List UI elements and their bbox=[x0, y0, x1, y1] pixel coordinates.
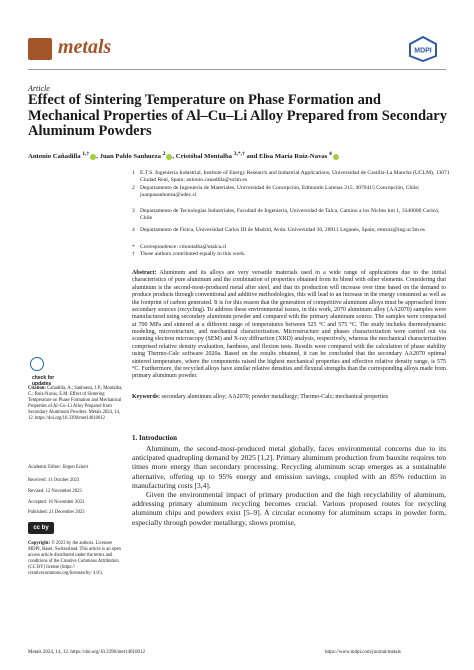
author-name[interactable]: Elisa María Ruiz-Navas $^4$ bbox=[259, 151, 332, 161]
author-affiliation-marker: 3,*,† bbox=[233, 151, 245, 157]
author-affiliation-marker: 2 bbox=[162, 151, 166, 157]
article-type: Article bbox=[28, 84, 50, 93]
revised-date: Revised: 12 November 2023 bbox=[28, 489, 82, 494]
cc-license-icon[interactable]: cc by bbox=[28, 522, 54, 534]
author-name[interactable]: Antonio Cañadilla $^{1,\dagger}$ bbox=[28, 151, 90, 161]
header-divider bbox=[28, 69, 446, 70]
author-separator: and bbox=[244, 153, 259, 161]
article-title: Effect of Sintering Temperature on Phase Formation and Mechanical Properties of Al–Cu–Li Alloy Prepared from Secondary Aluminum Powders bbox=[28, 92, 447, 139]
footer-citation[interactable]: Metals 2024, 14, 12. https://doi.org/10.3390/met14010012 bbox=[28, 650, 145, 655]
intro-paragraph-1: Aluminum, the second-most-produced metal globally, faces environmental concerns due to its anticipated quadrupling demand by 2025 [1,2]. Primary aluminum production from bauxite requires ten times more energy than secondary processing. Recycling aluminum scrap emerges as a sustainable alternative, offering up to 95% energy and emission savings, coupled with an 85% reduction in manufacturing costs [3,4]. bbox=[132, 444, 446, 490]
abstract-label: Abstract: bbox=[132, 270, 157, 276]
abstract bbox=[132, 270, 446, 381]
author-separator: , bbox=[96, 153, 100, 161]
author-list bbox=[28, 151, 458, 160]
affiliation-2: 2 Departamento de Ingeniería de Materiales, Universidad de Concepción, Edmundo Larenas 315, 4070415 Concepción, Chile; juanpasanhueza@udec.cl bbox=[132, 185, 420, 198]
copyright-block: Copyright: © 2023 by the authors. Licensee MDPI, Basel, Switzerland. This article is an open access article distributed under the terms and conditions of the Creative Commons Attribution (CC BY) license (https:// creativecommons.org/licenses/by/ 4.0/). bbox=[28, 541, 121, 576]
published-date: Published: 21 December 2023 bbox=[28, 510, 85, 515]
author-separator: , bbox=[172, 153, 176, 161]
intro-paragraph-2: Given the environmental impact of primary production and the high recyclability of aluminum, addressing primary aluminum recycling becomes crucial. Various proposed routes for recycling aluminum chips and powders exist [5–9]. A circular economy for aluminum scraps in powder form, especially through powder metallurgy, shows promise, bbox=[132, 490, 446, 527]
refresh-icon bbox=[30, 357, 44, 371]
keywords-text: secondary aluminum alloy; AA2070; powder metallurgy; Thermo-Calc; mechanical properties bbox=[161, 394, 389, 400]
author-name[interactable]: Juan Pablo Sanhueza $^2$ bbox=[99, 151, 166, 161]
author-affiliation-marker: 4 bbox=[329, 151, 332, 157]
academic-editor: Academic Editor: Jürgen Eckert bbox=[28, 465, 89, 470]
affiliation-3: 3 Departamento de Tecnologías Industriales, Facultad de Ingeniería, Universidad de Talca, Camino a los Niches km 1, 3340000 Curicó, Chile bbox=[132, 208, 440, 221]
affiliation-4: 4 Departamento de Física, Universidad Carlos III de Madrid, Avda. Universidad 30, 28911 Leganés, Spain; emruiz@ing.uc3m.es bbox=[132, 227, 425, 233]
accepted-date: Accepted: 16 November 2023 bbox=[28, 500, 85, 505]
keywords-label: Keywords: bbox=[132, 394, 160, 400]
keywords bbox=[132, 394, 446, 401]
svg-text:MDPI: MDPI bbox=[414, 47, 432, 55]
orcid-icon[interactable] bbox=[333, 154, 339, 160]
citation-block: Citation: Cañadilla, A.; Sanhueza, J.P.; Montalba, C.; Ruiz-Navas, E.M. Effect of Sintering Temperature on Phase Formation and Mechanical Properties of Al–Cu–Li Alloy Prepared from Secondary Aluminum Powders. Metals 2024, 14, 12. https://doi.org/10.3390/met14010012 bbox=[28, 386, 123, 421]
footer-journal-link[interactable]: https://www.mdpi.com/journal/metals bbox=[325, 650, 401, 655]
author-name[interactable]: Cristóbal Montalba $^{3,*,\dagger}$ bbox=[175, 151, 245, 161]
journal-name: metals bbox=[58, 36, 112, 58]
introduction-body bbox=[132, 444, 446, 527]
author-affiliation-marker: 1,† bbox=[82, 151, 90, 157]
journal-logo-icon bbox=[28, 38, 52, 60]
received-date: Received: 11 October 2023 bbox=[28, 478, 80, 483]
equal-contribution-note: † These authors contributed equally to this work. bbox=[132, 251, 246, 257]
section-heading-introduction: 1. Introduction bbox=[132, 434, 177, 442]
mdpi-logo-icon bbox=[408, 36, 438, 62]
affiliation-1: 1 E.T.S. Ingeniería Industrial, Institute of Energy Research and Industrial Applications, Universidad de Castilla-La Mancha (UCLM), 13071 Ciudad Real, Spain; antonio.canadilla@uclm.es bbox=[132, 170, 450, 183]
abstract-text: Aluminum and its alloys are very versatile materials used in a wide range of applications due to the initial characteristics of pure aluminum and the combination of properties obtained from its blend with other elements. Considering that aluminum is the second-most-produced metal after steel, and that its production will increase over time based on the demand to produce products through conventional and additive methodologies, this will lead to an increase in the energy consumed as well as the footprint of carbon generated. It is for this reason that the generation of competitive aluminum alloys must be approached from secondary sources (recycling). To address these environmental issues, in this work, 2070 aluminum alloy (AA2070) samples were manufactured using secondary aluminum powder and compared with the primary aluminum source. The samples were compacted at 700 MPa and sintered at a different range of temperatures between 525 °C and 575 °C. The study includes thermodynamic modeling, microstructure, and mechanical characterization. Microstructure and phases characterization were carried out via scanning electron microscopy (SEM) and X-ray diffraction (XRD) analysis, respectively, whereas the mechanical characterization comprised relative density evaluation, hardness, and flexion tests. Results were compared with the calculation of phase stability using Thermo-Calc software 2020a. Based on the results obtained, it can be concluded that the secondary AA2070 optimal sintered temperature, where the components raised the highest mechanical properties and effective relative density range, is 575 °C. Furthermore, the recycled alloys have similar relative densities and flexural strengths than the corresponding alloys made from primary aluminum powder. bbox=[132, 270, 446, 380]
correspondence: * Correspondence: cmontalba@utalca.cl bbox=[132, 244, 227, 250]
check-for-updates-badge[interactable]: check for updates bbox=[30, 355, 74, 391]
